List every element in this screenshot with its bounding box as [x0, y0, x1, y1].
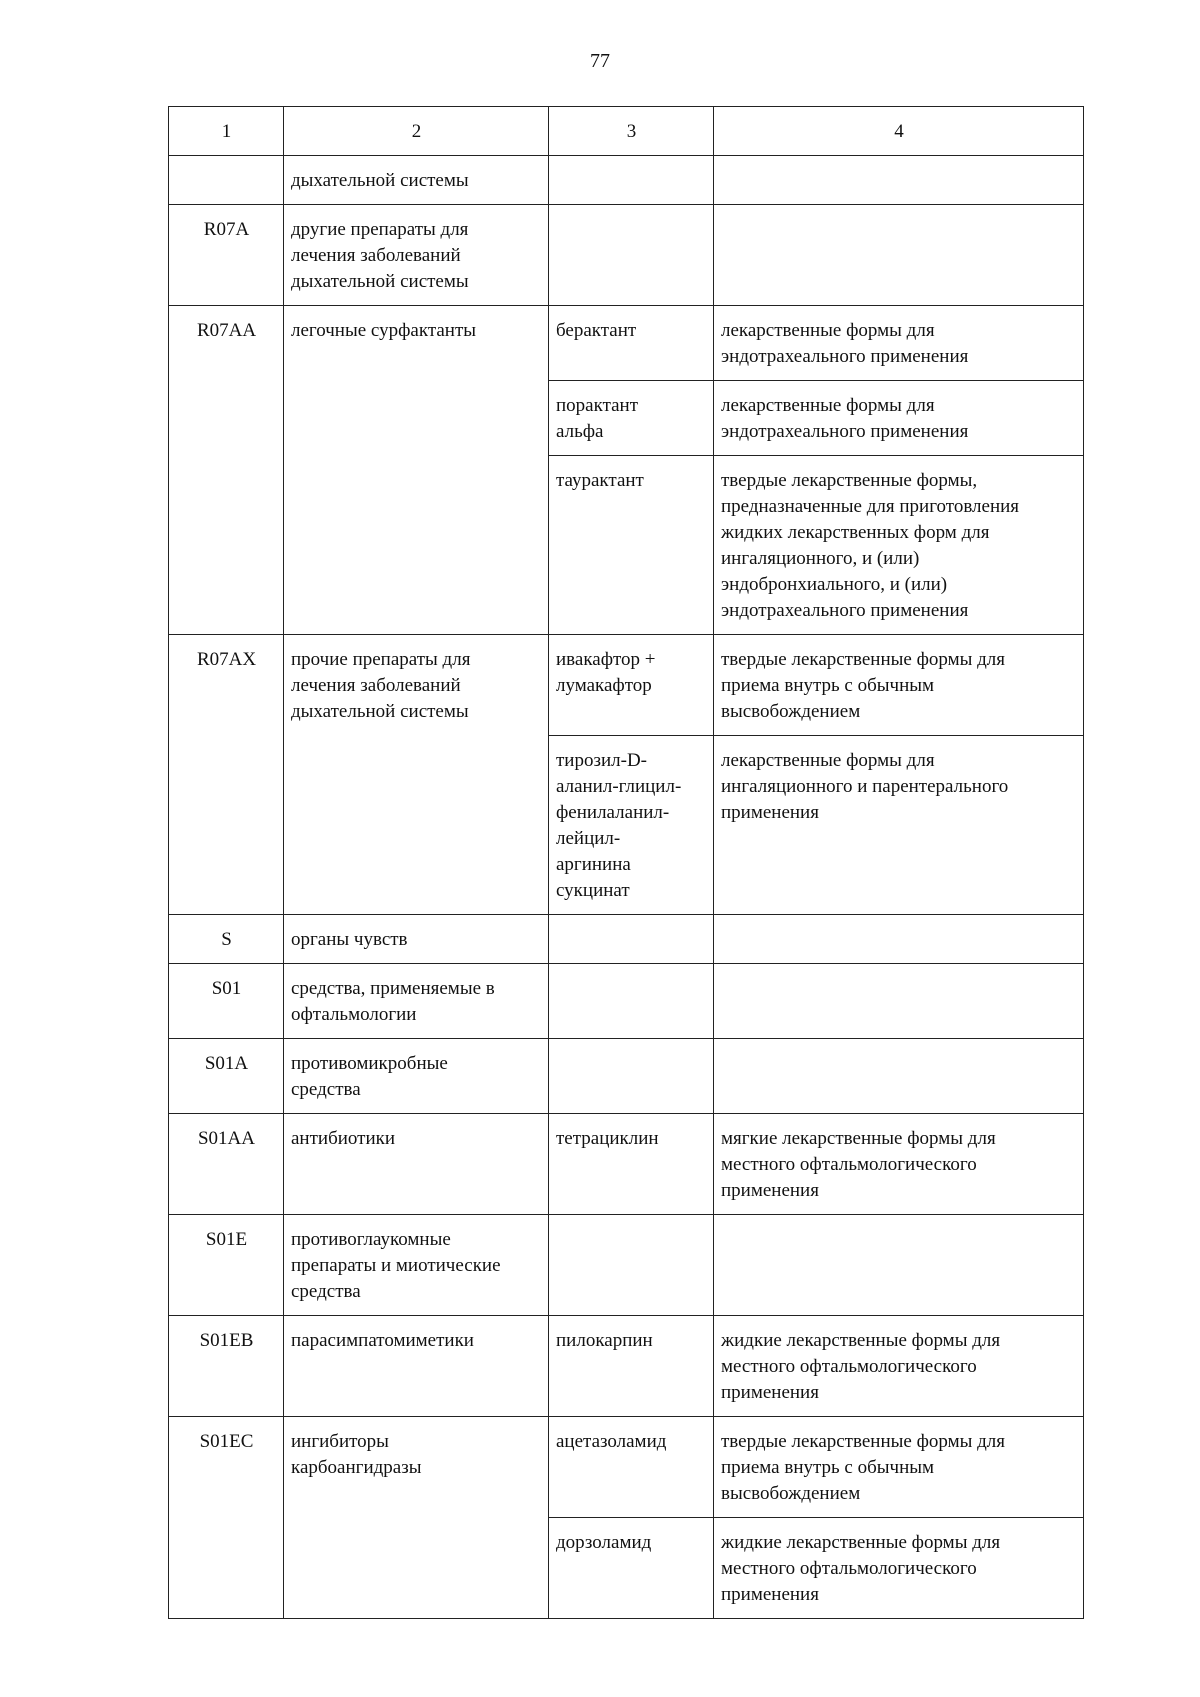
drug-name-cell	[549, 205, 714, 306]
drug-name-cell	[549, 1039, 714, 1114]
dosage-form-cell: твердые лекарственные формы, предназначенные для приготовления жидких лекарственных форм для ингаляционного, и (или) эндобронхиального, и (или) эндотрахеального применения	[714, 456, 1084, 635]
drug-name-cell	[549, 1215, 714, 1316]
dosage-form-cell: твердые лекарственные формы для приема внутрь с обычным высвобождением	[714, 1417, 1084, 1518]
group-cell: другие препараты для лечения заболеваний дыхательной системы	[284, 205, 549, 306]
header-col-4: 4	[714, 107, 1084, 156]
drug-name-cell	[549, 156, 714, 205]
drug-name-cell: берактант	[549, 306, 714, 381]
drug-name-cell: тирозил-D- аланил-глицил- фенилаланил- лейцил- аргинина сукцинат	[549, 736, 714, 915]
drug-name-cell: порактант альфа	[549, 381, 714, 456]
table-row	[169, 1039, 1084, 1114]
dosage-form-cell: твердые лекарственные формы для приема внутрь с обычным высвобождением	[714, 635, 1084, 736]
group-cell: средства, применяемые в офтальмологии	[284, 964, 549, 1039]
table-row	[169, 205, 1084, 306]
atc-code-cell: S	[169, 915, 284, 964]
header-col-2: 2	[284, 107, 549, 156]
group-cell: дыхательной системы	[284, 156, 549, 205]
dosage-form-cell: лекарственные формы для эндотрахеального применения	[714, 306, 1084, 381]
table-row	[169, 915, 1084, 964]
atc-code-cell: S01A	[169, 1039, 284, 1114]
atc-code-cell	[169, 156, 284, 205]
atc-code-cell: R07AA	[169, 306, 284, 635]
dosage-form-cell: жидкие лекарственные формы для местного офтальмологического применения	[714, 1518, 1084, 1619]
drug-name-cell: таурактант	[549, 456, 714, 635]
group-cell: прочие препараты для лечения заболеваний дыхательной системы	[284, 635, 549, 915]
drug-name-cell: дорзоламид	[549, 1518, 714, 1619]
dosage-form-cell	[714, 964, 1084, 1039]
drug-name-cell: тетрациклин	[549, 1114, 714, 1215]
group-cell: противомикробные средства	[284, 1039, 549, 1114]
dosage-form-cell: лекарственные формы для эндотрахеального применения	[714, 381, 1084, 456]
drug-name-cell	[549, 915, 714, 964]
header-col-3: 3	[549, 107, 714, 156]
header-col-1: 1	[169, 107, 284, 156]
group-cell: парасимпатомиметики	[284, 1316, 549, 1417]
table-row	[169, 1316, 1084, 1417]
dosage-form-cell	[714, 156, 1084, 205]
dosage-form-cell: мягкие лекарственные формы для местного офтальмологического применения	[714, 1114, 1084, 1215]
table-row	[169, 1417, 1084, 1518]
dosage-form-cell	[714, 1039, 1084, 1114]
table-row	[169, 156, 1084, 205]
table-row	[169, 306, 1084, 381]
atc-code-cell: S01EC	[169, 1417, 284, 1619]
drug-name-cell: ивакафтор + лумакафтор	[549, 635, 714, 736]
table-header-row	[169, 107, 1084, 156]
group-cell: ингибиторы карбоангидразы	[284, 1417, 549, 1619]
dosage-form-cell: лекарственные формы для ингаляционного и парентерального применения	[714, 736, 1084, 915]
atc-code-cell: S01	[169, 964, 284, 1039]
atc-code-cell: R07AX	[169, 635, 284, 915]
table-row	[169, 1215, 1084, 1316]
group-cell: легочные сурфактанты	[284, 306, 549, 635]
drug-name-cell: ацетазоламид	[549, 1417, 714, 1518]
dosage-form-cell	[714, 1215, 1084, 1316]
page-number: 77	[590, 50, 610, 72]
atc-code-cell: S01E	[169, 1215, 284, 1316]
drug-table	[168, 106, 1084, 1619]
table-row	[169, 1114, 1084, 1215]
drug-name-cell	[549, 964, 714, 1039]
group-cell: противоглаукомные препараты и миотические средства	[284, 1215, 549, 1316]
dosage-form-cell	[714, 915, 1084, 964]
group-cell: органы чувств	[284, 915, 549, 964]
drug-name-cell: пилокарпин	[549, 1316, 714, 1417]
atc-code-cell: R07A	[169, 205, 284, 306]
dosage-form-cell: жидкие лекарственные формы для местного офтальмологического применения	[714, 1316, 1084, 1417]
dosage-form-cell	[714, 205, 1084, 306]
table-row	[169, 635, 1084, 736]
atc-code-cell: S01AA	[169, 1114, 284, 1215]
table-row	[169, 964, 1084, 1039]
group-cell: антибиотики	[284, 1114, 549, 1215]
atc-code-cell: S01EB	[169, 1316, 284, 1417]
